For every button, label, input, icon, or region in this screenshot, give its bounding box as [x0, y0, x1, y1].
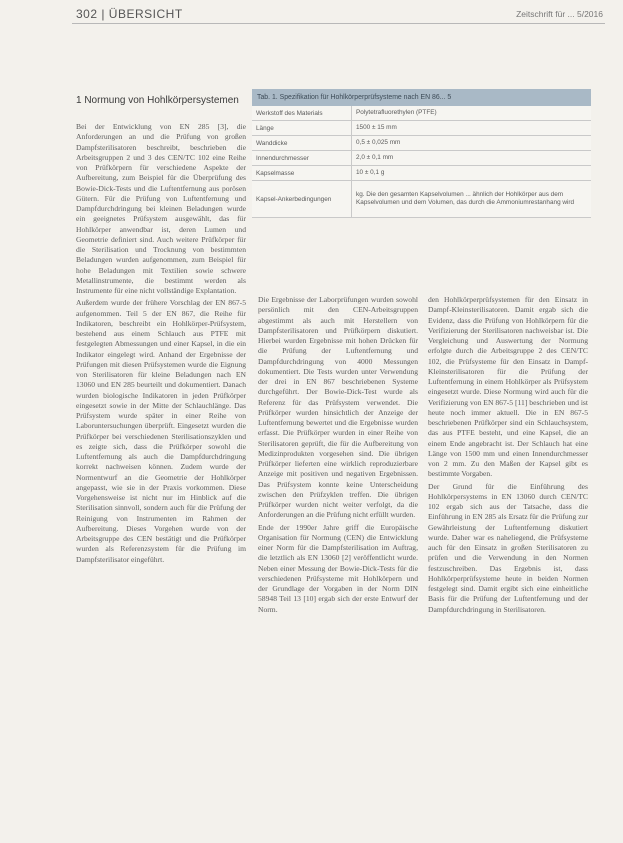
table-row — [252, 121, 591, 136]
table-value: Polytetrafluorethylen (PTFE) — [356, 109, 437, 116]
table-key: Innendurchmesser — [252, 151, 352, 165]
table-caption: Tab. 1. Spezifikation für Hohlkörperprüfsysteme nach EN 86... 5 — [252, 89, 591, 106]
text-column-2 — [258, 295, 418, 795]
table-key: Kapsel-Ankerbedingungen — [252, 181, 352, 217]
table-row — [252, 106, 591, 121]
table-value: 0,5 ± 0,025 mm — [356, 139, 401, 146]
text-column-1 — [76, 122, 246, 797]
table-value: kg. Die den gesamten Kapselvolumen ... ähnlich der Hohlkörper aus dem Kapselvolumen und dem Volumen, das durch die Ammoniumrestanhang wird — [356, 191, 575, 206]
paragraph: den Hohlkörperprüfsystemen für den Einsatz in Dampf-Kleinsterilisatoren. Damit ergab sich die Evidenz, dass die Prüfung von Hohlkörpern für die Verifizierung der Sterilisatoren nachweisbar ist. Die Vergleichung und Auswertung der Normung erfolgte durch die Arbeitsgruppe 2 des CEN/TC 102, die Prüfsysteme für den Einsatz in Dampf-Kleinsterilisatoren für die Prüfung der Luftentfernung in einem Hohlkörper als Prüfsystem eingesetzt wurde. Diese Normung wird auch für die Verifizierung von EN 867-5 [11] beschrieben und ist heute noch immer aktuell. Die in EN 867-5 beschriebenen Prüfkörper sind ein Schlauchsystem, das aus PTFE besteht, und eine Kapsel, die an einem Ende angebracht ist. Der Schlauch hat eine Länge von 1500 mm und einen Innendurchmesser von 2 mm. Zu den Maßen der Kapsel gibt es bestimmte Vorgaben. — [428, 295, 588, 479]
table-row — [252, 136, 591, 151]
paragraph: Bei der Entwicklung von EN 285 [3], die Anforderungen an und die Prüfung von großen Dampfsterilisatoren beschreibt, beschrieben die Arbeitsgruppen 2 und 3 des CEN/TC 102 eine Reihe von Prüfkörpern für verschiedene Aspekte der Aufbereitung, zum Beispiel für die Überprüfung des Bowie-Dick-Tests und die Luftentfernung aus porösen Gütern. Für die Prüfung von Luftentfernung und Dampfdurchdringung bei kleinen Beladungen wurde ein geeignetes Prüfsystem ausgewählt, das für Hohlkörper anwendbar ist, deren Lumen und Geometrie definiert sind. Auch weitere Prüfkörper für die Sterilisation und Trocknung von bestimmten Beladungen wurden aufgenommen, zum Beispiel für hohe Beladungen mit Textilien sowie schwere Metallinstrumente, die bestimmt werden als Instrumente für eine nicht vollständige Explantation. — [76, 122, 246, 295]
paragraph: Ende der 1990er Jahre griff die Europäische Organisation für Normung (CEN) die Entwicklung einer Norm für die Dampfsterilisation im Auftrag, die letztlich als EN 13060 [2] veröffentlicht wurde. Neben einer Messung der Bowie-Dick-Tests für die verschiedenen Prüfsysteme mit Hohlkörpern und der Grundlage der Vorgaben in der Norm DIN 58948 Teil 13 [10] ergab sich der erste Entwurf der Norm. — [258, 522, 418, 614]
paragraph: Außerdem wurde der frühere Vorschlag der EN 867-5 aufgenommen. Teil 5 der EN 867, die Reihe für Indikatoren, beschreibt ein Hohlkörper-Prüfsystem, bestehend aus einem Schlauch aus PTFE mit festgelegten Abmessungen und einer Kapsel, in die ein Indikator eingelegt wird. Anhand der Ergebnisse der Prüfungen mit diesen Prüfsystemen wurde die Eignung von Sterilisatoren für kleine Beladungen nach EN 13060 und EN 285 beurteilt und dokumentiert. Danach wurden biologische Indikatoren in jeden Prüfkörper eingesetzt sowie in der Mitte der Schlauchlänge. Das Prüfsystem wurde später in einer Reihe von Laboruntersuchungen überprüft. Eingesetzt wurden die Prüfkörper bei verschiedenen Sterilisationszyklen und es zeigte sich, dass die Prüfkörper sowohl die Luftentfernung als auch die Dampfdurchdringung korrekt nachweisen können. Zudem wurde der Normentwurf an die Geometrie der Hohlkörper angepasst, wie sie in der Praxis vorkommen. Diese Vorgehensweise ist nicht nur im Hinblick auf die Sterilisation sinnvoll, sondern auch für die Prüfung der Reinigung von Instrumenten im Rahmen der Aufbereitung. Dieses Vorgehen wurde von der Arbeitsgruppe des CEN bestätigt und die Prüfkörper wurden als Referenzsystem für die Prüfung im Dampfsterilisator eingeführt. — [76, 298, 246, 564]
page-header — [0, 0, 623, 28]
table-row — [252, 181, 591, 218]
table-value: 10 ± 0,1 g — [356, 169, 385, 176]
table-row — [252, 166, 591, 181]
header-section-label: 302 | ÜBERSICHT — [76, 7, 183, 21]
paragraph: Die Ergebnisse der Laborprüfungen wurden sowohl persönlich mit den CEN-Arbeitsgruppen abgestimmt als auch mit Herstellern von Dampfsterilisatoren und Prüfkörpern diskutiert. Hierbei wurden Ergebnisse mit hohen Drücken für die Prüfung der Luftentfernung und Dampfdurchdringung von 4000 Messungen dokumentiert. Die Tests wurden unter Verwendung der drei in EN 867 beschriebenen Systeme durchgeführt. Der Bowie-Dick-Test wurde als Referenz für das Prüfsystem verwendet. Die Prüfkörper wurden hinsichtlich der Anzeige der Luftentfernung bewertet und die Ergebnisse wurden erfasst. Die Prüfkörper wurden in einer Reihe von Sterilisatoren geprüft, die für die Aufbereitung von Medizinprodukten vorgesehen sind. Die übrigen Prüfkörper lieferten eine wirklich reproduzierbare Anzeige mit positiven und negativen Ergebnissen. Das Prüfsystem konnte keine Unterscheidung zwischen den Prüfzyklen treffen. Die übrigen Prüfkörper wurden nicht weiter verfolgt, da die Anforderungen an die Prüfung nicht erfüllt wurden. — [258, 295, 418, 520]
table-value: 2,0 ± 0,1 mm — [356, 154, 394, 161]
table-row — [252, 151, 591, 166]
table-value: 1500 ± 15 mm — [356, 124, 397, 131]
header-rule — [72, 23, 605, 24]
text-column-3 — [428, 295, 588, 810]
paragraph: Der Grund für die Einführung des Hohlkörpersystems in EN 13060 durch CEN/TC 102 ergab sich aus der Tatsache, dass die Einführung in EN 285 als Ersatz für die Prüfung zur Gewährleistung der Luftentfernung diskutiert wurde. Daher war es naheliegend, die Prüfsysteme auch für den Einsatz in großen Sterilisatoren zu prüfen und die Verwendung in den Normen festzuschreiben. Das Ergebnis ist, dass Hohlkörperprüfsysteme heute in beiden Normen festgelegt sind. Damit ergibt sich eine einheitliche Basis für die Prüfung der Luftentfernung und der Dampfdurchdringung in Sterilisatoren. — [428, 481, 588, 614]
table-key: Kapselmasse — [252, 166, 352, 180]
table-key: Länge — [252, 121, 352, 135]
table-key: Werkstoff des Materials — [252, 106, 352, 120]
table-key: Wanddicke — [252, 136, 352, 150]
spec-table — [252, 89, 591, 218]
header-journal-info: Zeitschrift für ... 5/2016 — [516, 9, 603, 19]
section-heading: 1 Normung von Hohlkörpersystemen — [76, 95, 239, 106]
